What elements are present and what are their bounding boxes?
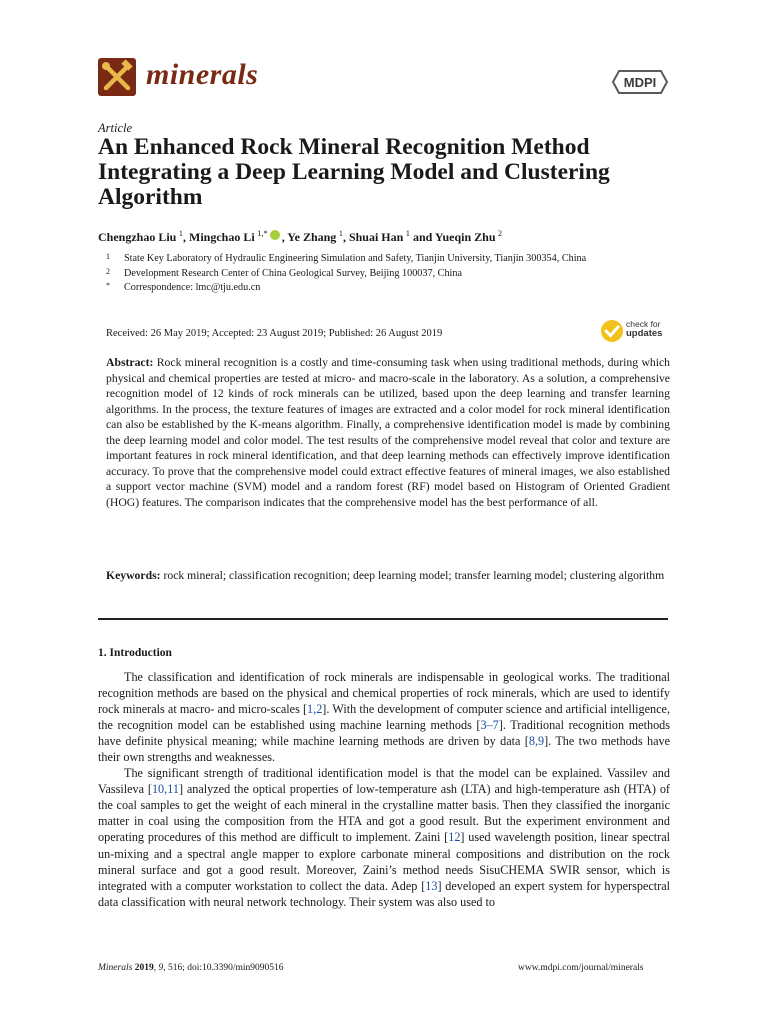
footer-doi[interactable]: , 516; doi:10.3390/min9090516 [163,963,284,973]
affiliation-mark: * [106,281,110,290]
journal-logo-icon [98,58,136,96]
affiliation [106,267,606,282]
check-updates-line2: updates [626,328,663,339]
author-name[interactable]: Yueqin Zhu [434,230,496,244]
author-affil-mark: 1 [405,228,410,238]
article-type: Article [98,121,133,135]
citation-link[interactable]: 8,9 [528,734,545,749]
author-affil-mark: 1 [338,228,343,238]
author-name[interactable]: Mingchao Li [189,230,255,244]
footer-volume: 9 [158,963,164,973]
citation-link[interactable]: 1,2 [307,702,323,717]
article-title [98,135,658,210]
correspondence [106,281,606,296]
author-affil-mark: 1 [178,228,184,238]
footer-year: 2019 [134,963,154,973]
correspondence-text[interactable]: Correspondence: lmc@tju.edu.cn [124,282,261,293]
orcid-icon[interactable] [270,230,280,240]
check-updates-line1: check for [626,319,661,329]
affiliations [106,252,606,296]
section-divider [98,618,668,620]
section-heading: 1. Introduction [98,647,172,659]
citation-link[interactable]: 12 [448,830,461,845]
affiliation-text: Development Research Center of China Geological Survey, Beijing 100037, China [124,267,462,279]
affiliation [106,252,606,267]
publisher-logo-icon [611,67,669,97]
citation-link[interactable]: 13 [425,878,438,893]
author-name[interactable]: Chengzhao Liu [98,230,177,244]
footer-journal: Minerals [98,963,133,973]
affiliation-mark: 1 [106,252,110,261]
journal-name: minerals [146,58,259,91]
publisher-name: MDPI [623,75,657,90]
abstract [106,355,670,510]
author-affil-mark: 2 [497,228,503,238]
keywords-text: rock mineral; classification recognition; deep learning model; transfer learning model; clustering algorithm [163,569,665,582]
publication-dates: Received: 26 May 2019; Accepted: 23 August 2019; Published: 26 August 2019 [106,328,443,339]
author-affil-mark: 1,* [257,228,268,238]
author-name[interactable]: Ye Zhang [287,230,337,244]
paragraph: The classification and identification of rock minerals are indispensable in geological works. The traditional recognition methods are based on the physical and chemical properties of rock minerals, which are used to identify rock minerals at macro- and micro-scales [1,2]. With the development of computer science and artificial intelligence, the recognition model can be established using machine learning methods [3–7]. Traditional recognition methods have definite physical meaning; while machine learning methods are driven by data [8,9]. The two methods have their own strengths and weaknesses. [98,670,670,765]
keywords-label: Keywords: [106,569,161,582]
paragraph: The significant strength of traditional identification model is that the model can be explained. Vassilev and Vassileva [10,11] analyzed the optical properties of low-temperature ash (LTA) and high-temperature ash (HTA) of the coal samples to get the weight of each mineral in the crystalline matter basis. Then they classified the inorganic matter in coal using the composition from the HTA and got a good result. But the experiment environment and operating procedures of this method are difficult to implement. Zaini [12] used wavelength position, linear spectral un-mixing and a spectral angle mapper to explore carbonate mineral compositions and distribution on the rock mineral surface and got a good result. Moreover, Zaini’s method needs SisuCHEMA SWIR sensor, which is integrated with a computer workstation to collect the data. Adep [13] developed an expert system for hyperspectral data classification with neural network technology. Their system was also used to [98,766,670,909]
check-updates-label[interactable] [626,320,662,338]
abstract-label: Abstract: [106,356,154,369]
title-text: An Enhanced Rock Mineral Recognition Method Integrating a Deep Learning Model and Clustering Algorithm [98,134,610,210]
keywords [106,568,670,584]
abstract-text: Rock mineral recognition is a costly and time-consuming task when using traditional methods, during which physical and chemical properties are tested at micro- and macro-scale in the laboratory. As a solution, a comprehensive recognition model of 12 kinds of rock minerals can be utilized, based upon the deep learning and transfer learning algorithms. In the process, the texture features of images are extracted and a color model for rock mineral identification can also be established by the K-means algorithm. Finally, a comprehensive identification model is made by combining the deep learning model and color model. The test results of the comprehensive model reveal that color and texture are important features in rock mineral identification, and that deep learning methods can effectively improve identification accuracy. To prove that the comprehensive model could extract effective features of mineral images, we also established a support vector machine (SVM) model and a random forest (RF) model based on Histogram of Oriented Gradient (HOG) features. The comparison indicates that the comprehensive model has the best performance of all. [106,356,671,509]
affiliation-text: State Key Laboratory of Hydraulic Engineering Simulation and Safety, Tianjin University, Tianjin 300354, China [124,253,587,264]
introduction-body [98,669,670,910]
footer-url[interactable]: www.mdpi.com/journal/minerals [518,963,644,973]
footer-citation: Minerals 2019, 9, 516; doi:10.3390/min9090516 [98,963,284,973]
author-list: Chengzhao Liu $^1$, Mingchao Li $^{1,*}$ , Ye Zhang $^1$, Shuai Han $^1$ and Yueqin Zhu $^2$ [98,228,503,244]
author-name[interactable]: Shuai Han [348,230,404,244]
citation-link[interactable]: 3–7 [480,718,499,733]
affiliation-mark: 2 [106,266,110,276]
citation-link[interactable]: 10,11 [151,782,179,797]
